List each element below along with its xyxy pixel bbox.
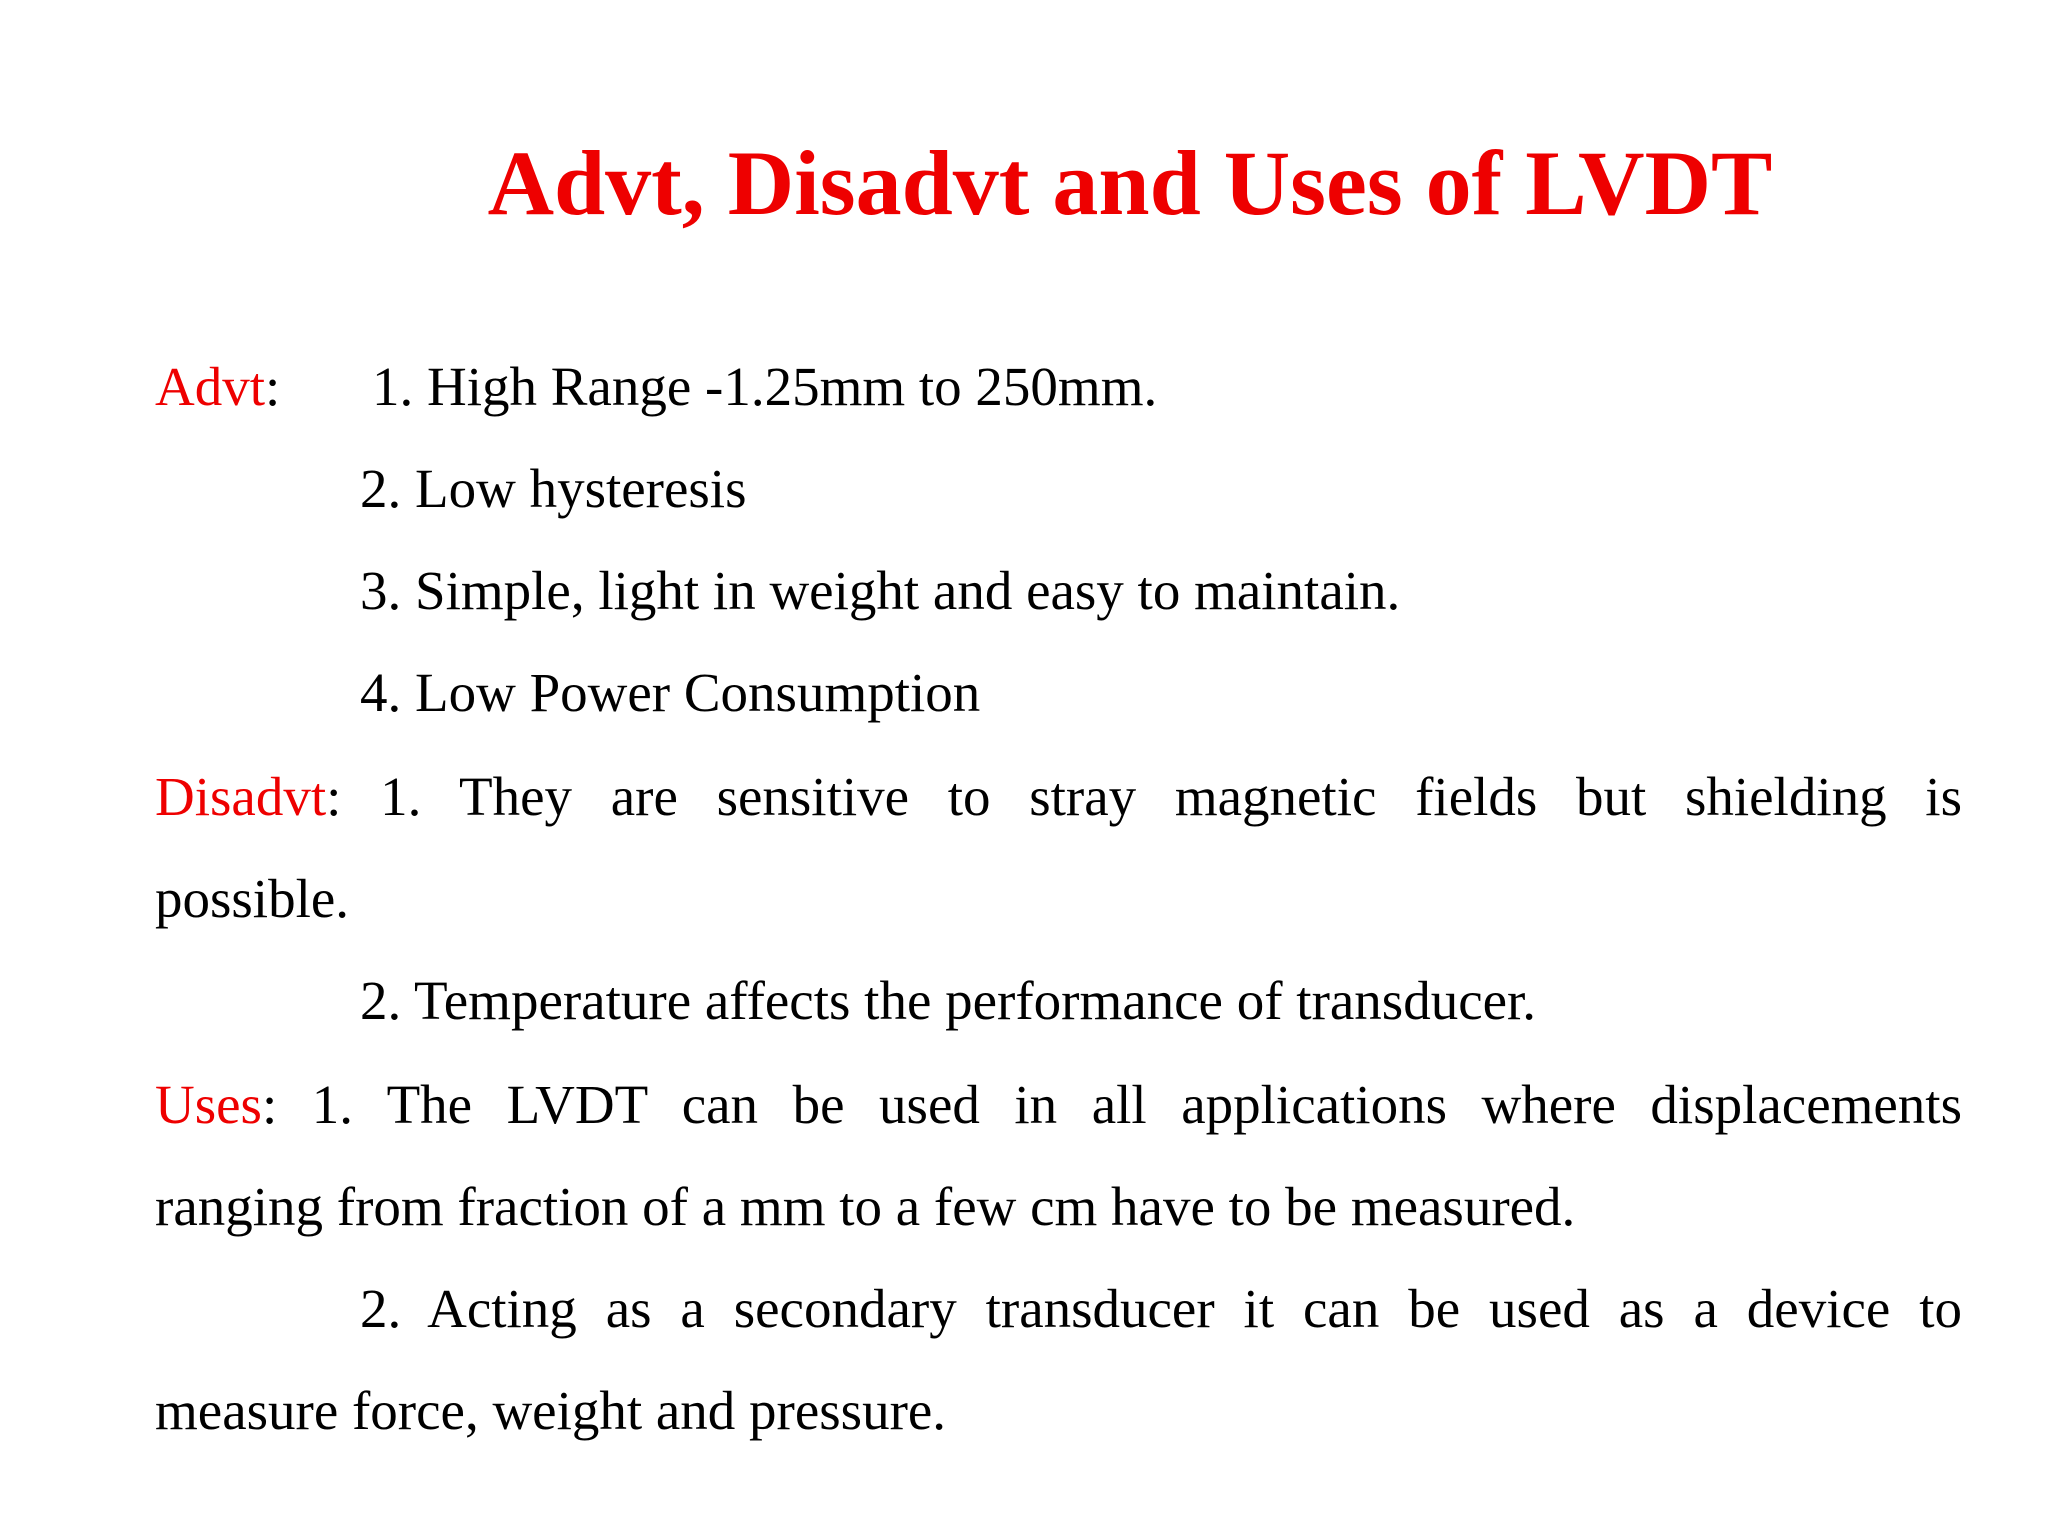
disadvt-item-2: 2. Temperature affects the performance of transducer. bbox=[360, 970, 1537, 1031]
uses-item-1-text: 1. The LVDT can be used in all applications where displacements bbox=[277, 1074, 1962, 1135]
disadvt-item-1-text: 1. They are sensitive to stray magnetic fields but shielding is bbox=[341, 766, 1962, 827]
advt-label: Advt bbox=[155, 356, 265, 417]
advt-heading bbox=[155, 354, 280, 420]
uses-item-2-line-1: 2. Acting as a secondary transducer it can be used as a device to bbox=[360, 1278, 1962, 1339]
advt-item-4: 4. Low Power Consumption bbox=[360, 662, 981, 723]
disadvt-item-1-line-1 bbox=[155, 764, 1962, 830]
disadvt-item-1-line-2: possible. bbox=[155, 868, 350, 929]
uses-item-1-line-2: ranging from fraction of a mm to a few cm have to be measured. bbox=[155, 1176, 1576, 1237]
advt-item-2: 2. Low hysteresis bbox=[360, 458, 747, 519]
uses-label: Uses bbox=[155, 1074, 262, 1135]
advt-item-3: 3. Simple, light in weight and easy to maintain. bbox=[360, 560, 1401, 621]
advt-item-1: 1. High Range -1.25mm to 250mm. bbox=[372, 356, 1158, 417]
uses-item-2-line-2: measure force, weight and pressure. bbox=[155, 1380, 947, 1441]
advt-colon: : bbox=[265, 356, 281, 417]
uses-colon: : bbox=[261, 1074, 278, 1135]
disadvt-colon: : bbox=[326, 766, 342, 827]
uses-item-1-line-1 bbox=[155, 1072, 1962, 1138]
slide-title: Advt, Disadvt and Uses of LVDT bbox=[487, 132, 1773, 234]
disadvt-label: Disadvt bbox=[155, 766, 327, 827]
